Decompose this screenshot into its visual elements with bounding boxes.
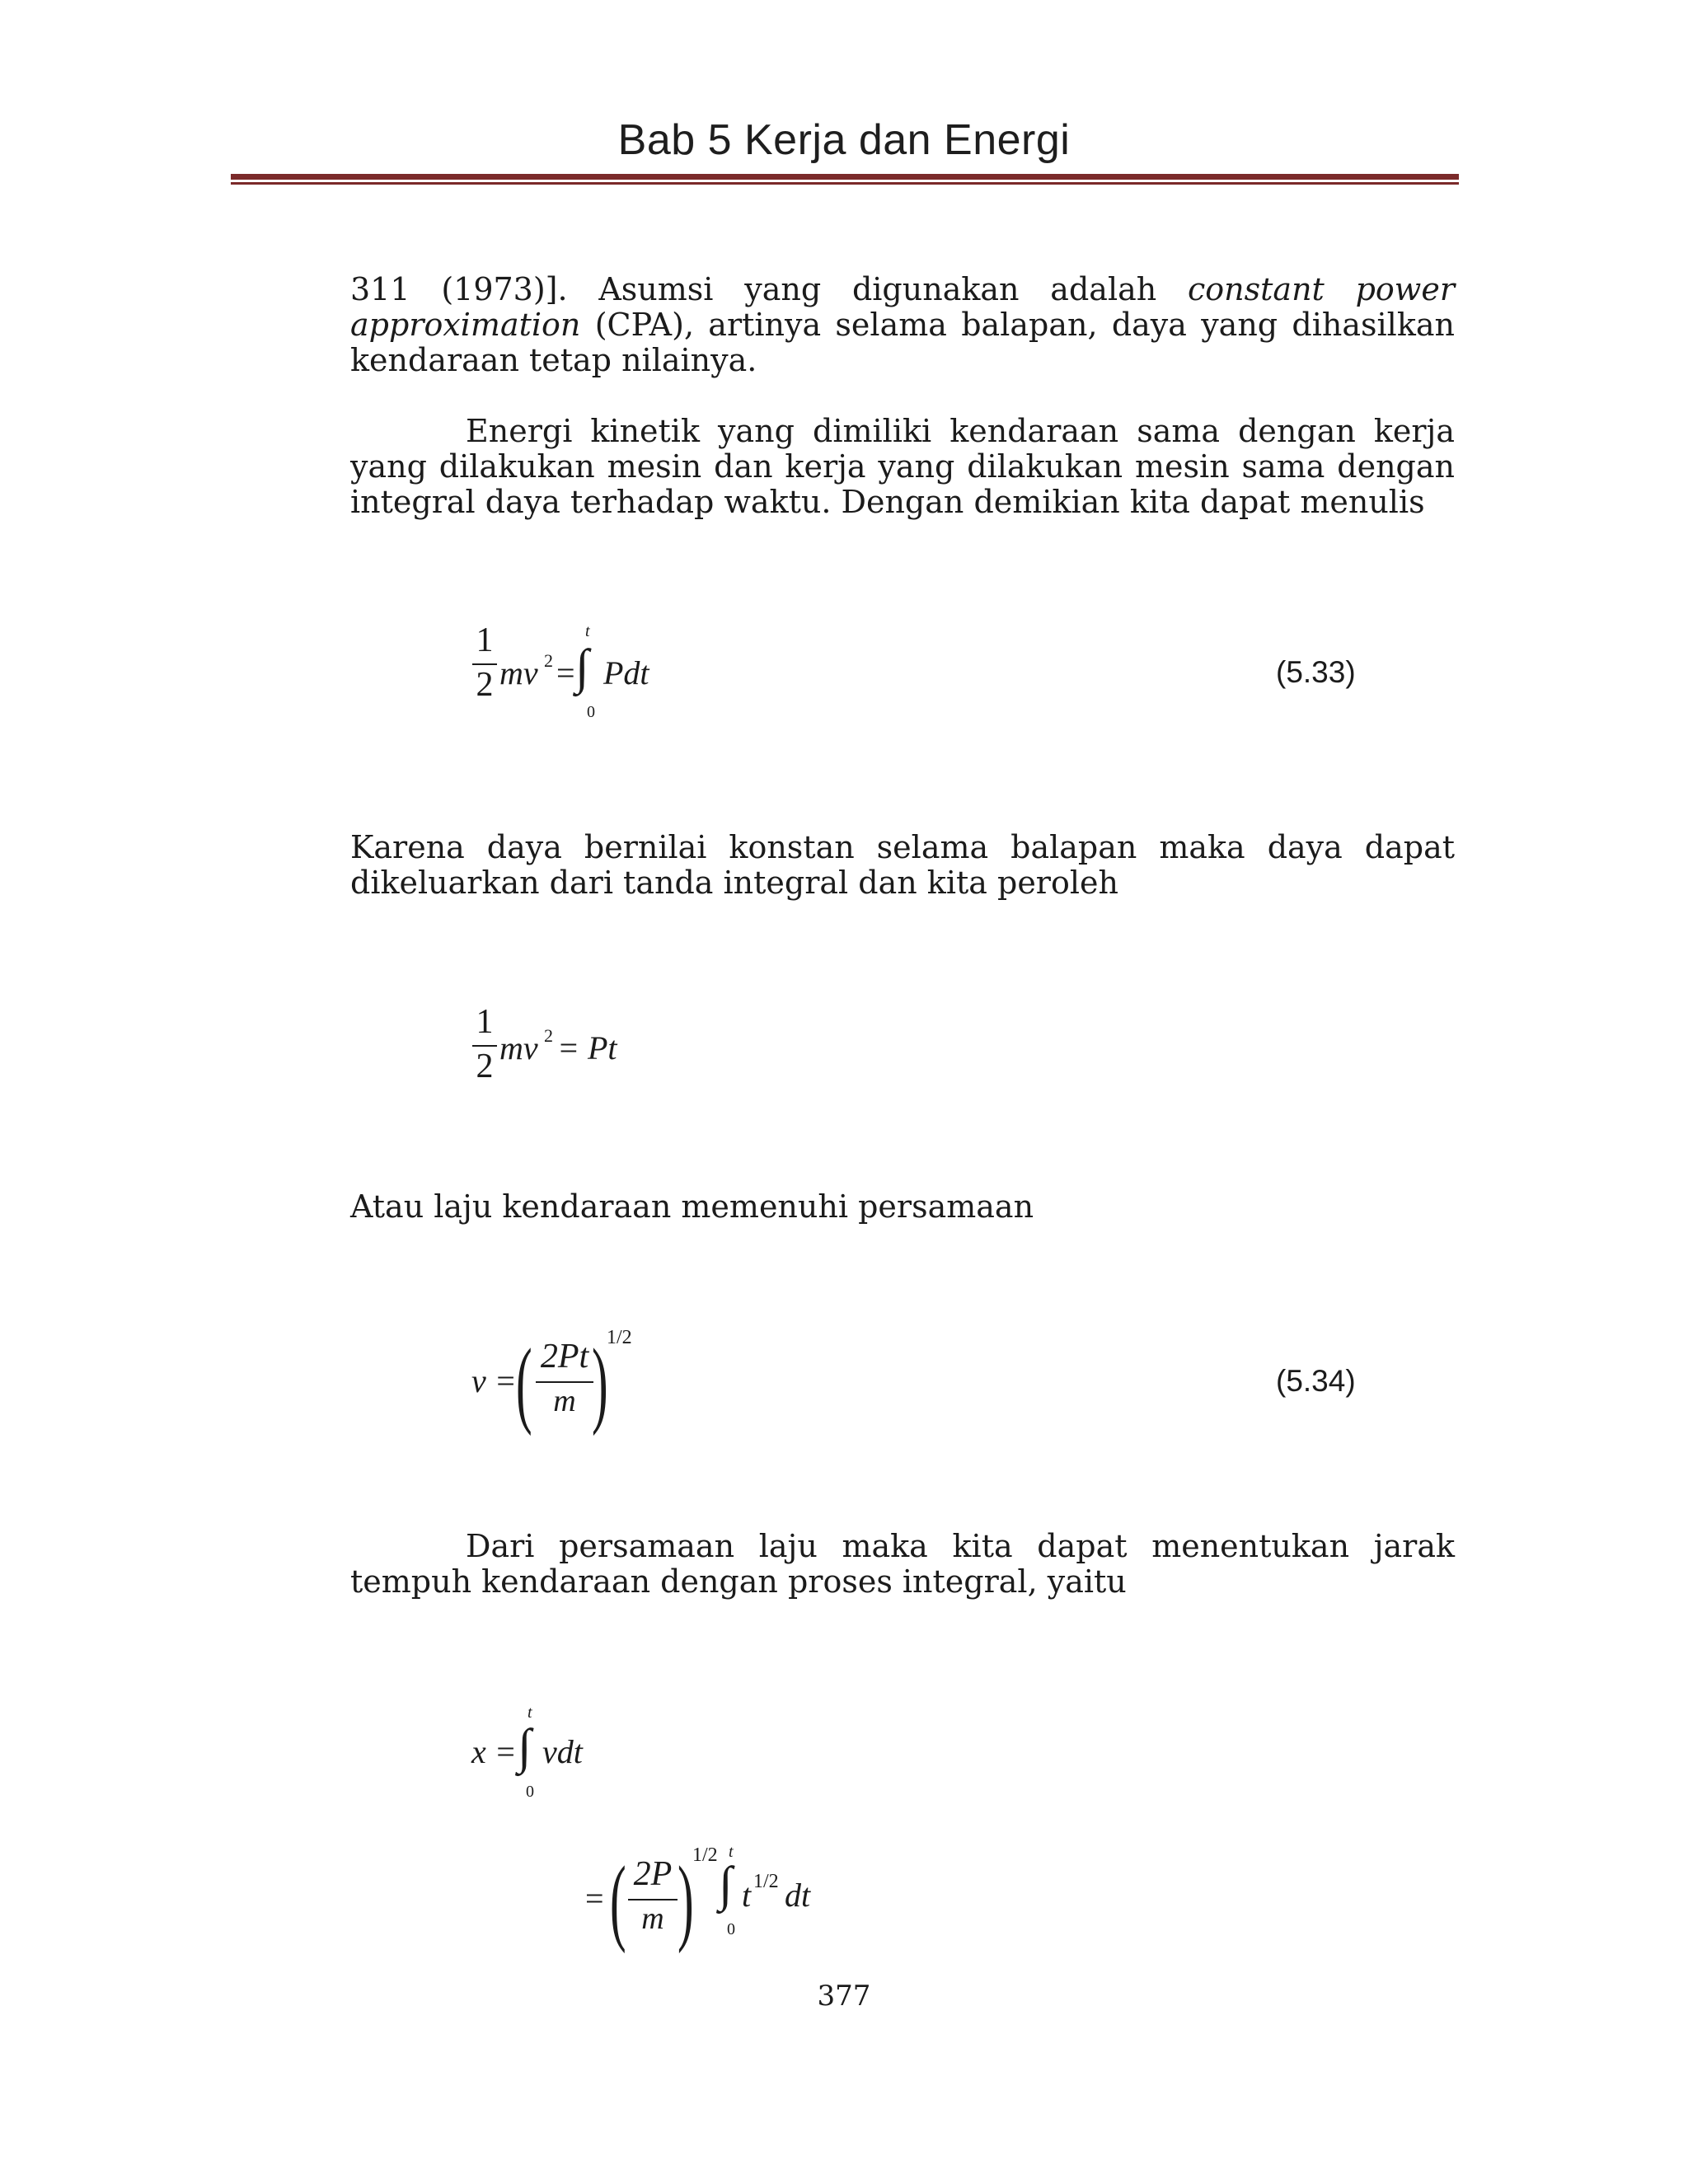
equation-distance-integral [468,1704,633,1809]
header-rule-thin [231,182,1459,185]
equation-5-33 [462,622,709,729]
eq-x2-equals: = [585,1880,604,1917]
eq-x2-exponent: 1/2 [692,1844,718,1866]
eq533-lower-limit: 0 [587,703,595,721]
equation-5-34 [468,1327,682,1434]
eq-mid-numerator: 1 [476,1003,494,1041]
header-rule-thick [231,174,1459,180]
eq533-superscript: 2 [544,650,553,671]
paragraph-1-emphasis: constant power approximation [350,271,1455,343]
eq533-integrand: Pdt [603,654,649,691]
paragraph-3: Karena daya bernilai konstan selama balapan maka daya dapat dikeluarkan dari tanda integral dan kita peroleh [350,829,1455,901]
equation-distance-expanded [585,1844,832,1952]
integral-sign-icon: ∫ [518,1719,532,1774]
paragraph-2: Energi kinetik yang dimiliki kendaraan sama dengan kerja yang dilakukan mesin dan kerja yang dilakukan mesin sama dengan integral daya terhadap waktu. Dengan demikian kita dapat menulis [350,413,1455,520]
right-paren-icon: ) [678,1846,694,1954]
eq-x1-upper-limit: t [528,1704,532,1722]
eq-x2-denominator: m [641,1901,664,1936]
eq-x2-numerator: 2P [633,1855,673,1893]
eq-x2-lower-limit: 0 [727,1920,735,1938]
paragraph-4: Atau laju kendaraan memenuhi persamaan [350,1188,1034,1225]
right-paren-icon: ) [592,1329,608,1436]
eq-x2-integrand-base: t [742,1877,752,1914]
equation-number-5-34: (5.34) [1276,1364,1356,1398]
eq-x1-lower-limit: 0 [526,1783,534,1801]
eq-x1-integrand: vdt [542,1733,583,1770]
eq534-numerator: 2Pt [540,1338,589,1376]
integral-sign-icon: ∫ [575,640,589,694]
eq-x2-integrand-exponent: 1/2 [753,1871,779,1892]
paragraph-1-text-b: (CPA), artinya selama balapan, daya yang dihasilkan kendaraan tetap nilainya. [350,307,1455,378]
integral-sign-icon: ∫ [719,1857,733,1911]
paragraph-1 [350,272,1455,378]
eq-mid-superscript: 2 [544,1025,553,1046]
eq-x1-lhs: x = [471,1733,517,1770]
equation-number-5-33: (5.33) [1276,655,1356,689]
eq-x2-integrand-tail: dt [785,1877,811,1914]
eq-x2-upper-limit: t [729,1843,734,1861]
left-paren-icon: ( [610,1846,626,1954]
eq534-lhs: v = [471,1362,517,1399]
paragraph-1-text-a: 311 (1973)]. Asumsi yang digunakan adalah [350,271,1189,307]
eq533-equals: = [556,654,575,691]
eq534-exponent: 1/2 [607,1327,632,1348]
eq534-denominator: m [553,1384,576,1418]
equation-kinetic-power [462,1004,709,1094]
eq533-numerator: 1 [476,621,494,659]
eq533-upper-limit: t [585,622,590,640]
paragraph-5: Dari persamaan laju maka kita dapat menentukan jarak tempuh kendaraan dengan proses integral, yaitu [350,1528,1455,1600]
left-paren-icon: ( [516,1329,532,1436]
eq-mid-denominator: 2 [476,1047,494,1085]
page-number: 377 [817,1980,871,2013]
eq533-lhs: mv [499,654,538,691]
eq-mid-rhs: = Pt [557,1029,617,1066]
page-header-title: Bab 5 Kerja dan Energi [617,116,1071,164]
eq-mid-lhs: mv [499,1029,538,1066]
eq533-denominator: 2 [476,666,494,704]
